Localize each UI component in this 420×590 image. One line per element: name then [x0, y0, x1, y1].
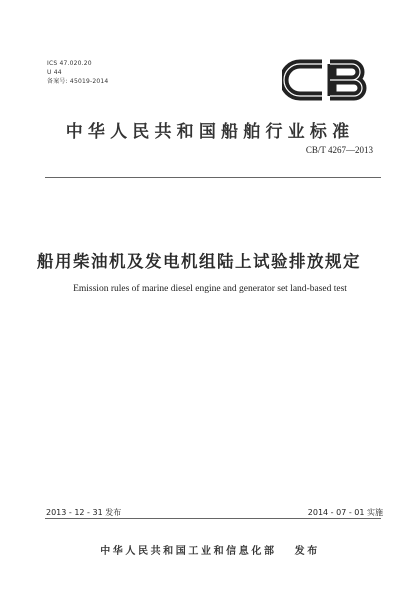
standard-category-title: 中华人民共和国船舶行业标准: [65, 122, 355, 142]
header-meta: [47, 59, 108, 86]
implementation-date: 2014 - 07 - 01 实施: [307, 508, 383, 517]
standard-number: CB/T 4267—2013: [305, 145, 373, 155]
ics-code: ICS 47.020.20: [47, 60, 92, 67]
issue-date: 2013 - 12 - 31 发布: [46, 508, 122, 517]
chinese-title: 船用柴油机及发电机组陆上试验排放规定: [37, 252, 361, 271]
top-divider: [45, 177, 381, 178]
issuer-line: [0, 542, 420, 557]
issuer-action: 发布: [294, 546, 320, 557]
bottom-divider: [45, 518, 381, 519]
ccs-code: U 44: [47, 69, 62, 76]
english-title: Emission rules of marine diesel engine and generator set land-based test: [73, 284, 347, 294]
cb-logo: [282, 58, 370, 102]
issuer-name: 中华人民共和国工业和信息化部: [100, 546, 277, 557]
filing-number: 备案号: 45019-2014: [47, 78, 109, 85]
